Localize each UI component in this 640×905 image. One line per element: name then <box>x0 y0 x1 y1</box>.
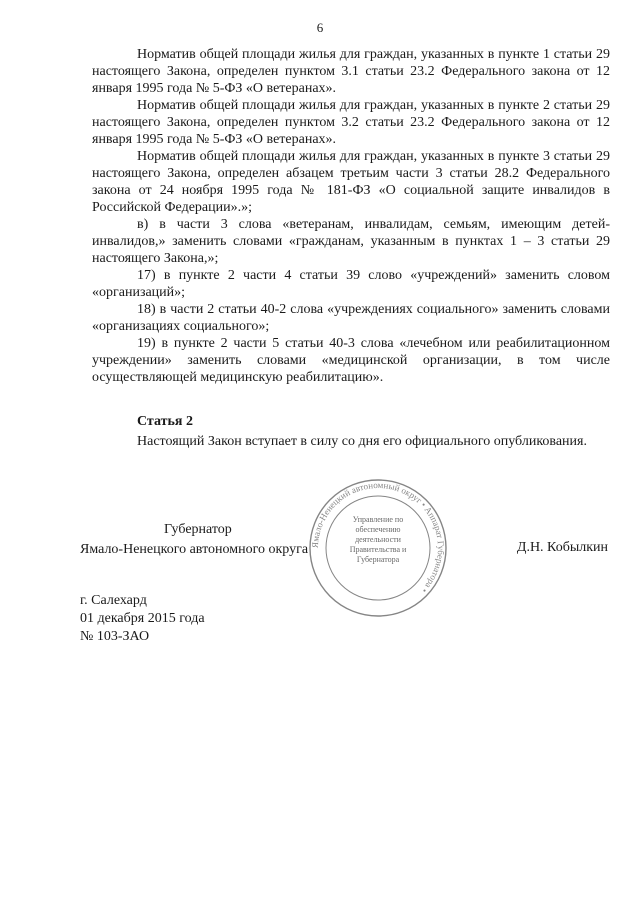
place: г. Салехард <box>80 593 147 608</box>
paragraph-item-19: 19) в пункте 2 части 5 статьи 40-3 слова «лечебном или реабилитационном учреждении» заменить словами «медицинской организации, в том числе осуществляющей медицинскую реабилитацию». <box>92 336 610 385</box>
signer-title: Губернатор <box>164 522 232 537</box>
seal-inner-text: Управление по обеспечению деятельности Правительства и Губернатора <box>349 515 407 564</box>
signer-name: Д.Н. Кобылкин <box>516 540 608 555</box>
date: 01 декабря 2015 года <box>80 611 205 626</box>
paragraph-normative-2: Норматив общей площади жилья для граждан, указанных в пункте 2 статьи 29 настоящего Закона, определен пунктом 3.2 статьи 23.2 Федерального закона от 12 января 1995 года № 5-ФЗ «О ветеранах». <box>92 98 610 147</box>
paragraph-item-17: 17) в пункте 2 части 4 статьи 39 слово «учреждений» заменить словом «организаций»; <box>92 268 610 300</box>
article-text <box>92 433 610 450</box>
place-date-block <box>80 592 205 646</box>
article-heading: Статья 2 <box>137 414 193 429</box>
body-text <box>92 46 610 386</box>
page-number: 6 <box>316 20 324 35</box>
seal-outer-text: Ямало-Ненецкий автономный округ • Аппарат Губернатора • <box>309 479 447 596</box>
signature-block <box>80 520 308 560</box>
article-paragraph: Настоящий Закон вступает в силу со дня его официального опубликования. <box>137 434 587 449</box>
paragraph-item-18: 18) в части 2 статьи 40-2 слова «учреждениях социального» заменить словами «организациях социального»; <box>92 302 610 334</box>
paragraph-normative-1: Норматив общей площади жилья для граждан, указанных в пункте 1 статьи 29 настоящего Закона, определен пунктом 3.1 статьи 23.2 Федерального закона от 12 января 1995 года № 5-ФЗ «О ветеранах». <box>92 47 610 96</box>
paragraph-normative-3: Норматив общей площади жилья для граждан, указанных в пункте 3 статьи 29 настоящего Закона, определен абзацем третьим части 3 статьи 28.2 Федерального закона от 24 ноября 1995 года № 181-ФЗ «О социальной защите инвалидов в Российской Федерации».»; <box>92 149 610 215</box>
signer-region: Ямало-Ненецкого автономного округа <box>80 542 309 557</box>
law-number: № 103-ЗАО <box>80 629 150 644</box>
paragraph-item-v: в) в части 3 слова «ветеранам, инвалидам, семьям, имеющим детей-инвалидов,» заменить словами «гражданам, указанным в пунктах 1 – 3 статьи 29 настоящего Закона,»; <box>92 217 610 266</box>
